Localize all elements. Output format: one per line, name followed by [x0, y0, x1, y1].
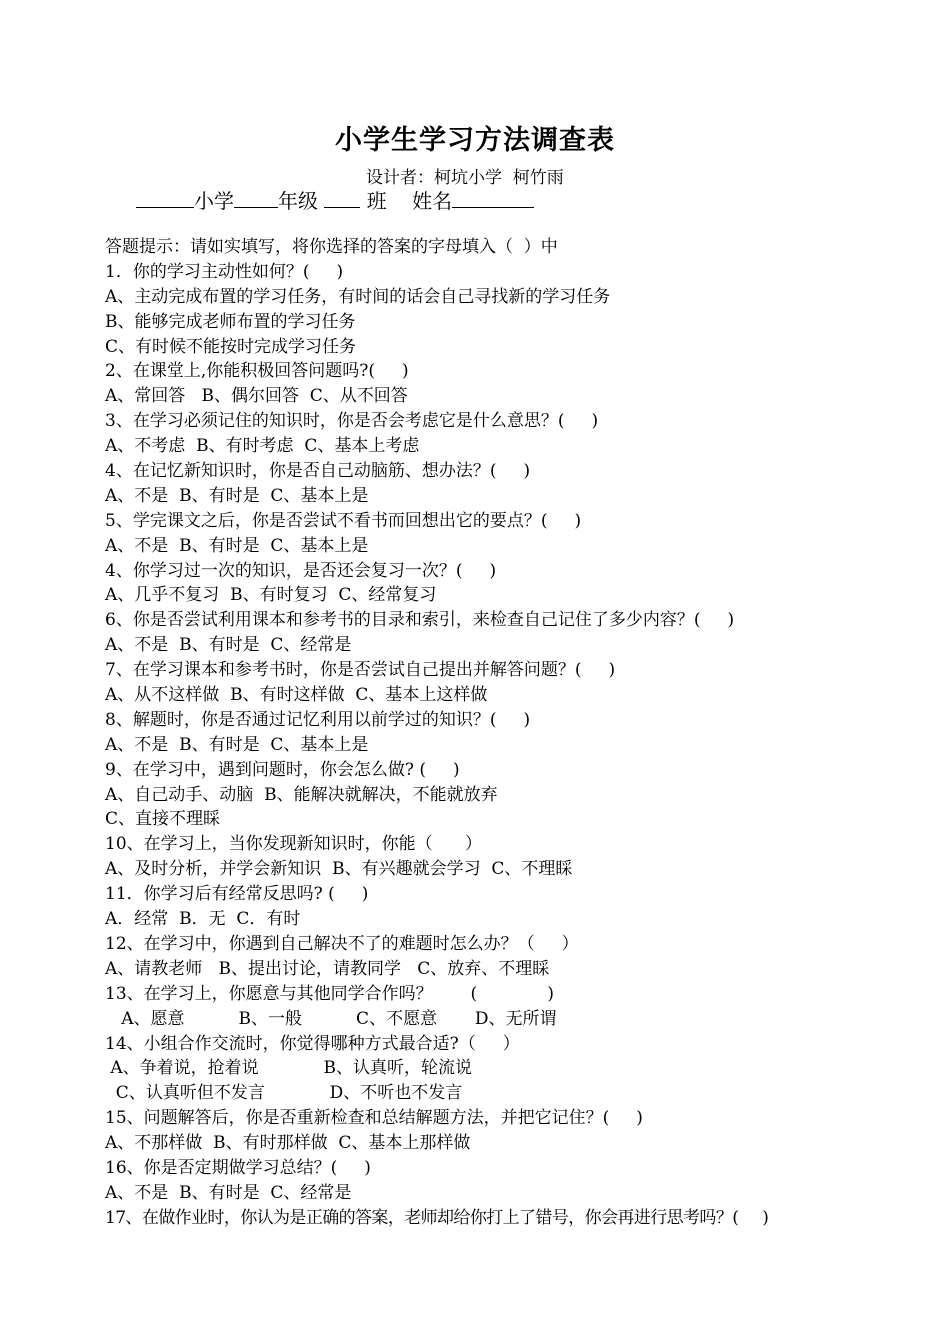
question-5: 5、学完课文之后，你是否尝试不看书而回想出它的要点？( ) [105, 510, 582, 531]
question-4b: 4、你学习过一次的知识，是否还会复习一次？( ) [105, 560, 497, 581]
question-14: 14、小组合作交流时，你觉得哪种方式最合适?（ ） [105, 1033, 520, 1054]
question-17: 17、在做作业时，你认为是正确的答案，老师却给你打上了错号，你会再进行思考吗？( ) [105, 1207, 769, 1228]
question-11: 11．你学习后有经常反思吗? ( ) [105, 884, 369, 905]
options-9ab: A、自己动手、动脑 B、能解决就解决，不能就放弃 [105, 784, 498, 805]
question-9: 9、在学习中，遇到问题时，你会怎么做? ( ) [105, 759, 460, 780]
options-14cd: C、认真听但不发言 D、不听也不发言 [105, 1083, 463, 1104]
question-7: 7、在学习课本和参考书时，你是否尝试自己提出并解答问题？( ) [105, 660, 616, 681]
options-7: A、从不这样做 B、有时这样做 C、基本上这样做 [105, 685, 488, 706]
options-4: A、不是 B、有时是 C、基本上是 [105, 485, 369, 506]
grade-blank[interactable] [234, 187, 278, 208]
questionnaire-body [105, 235, 935, 1231]
options-13: A、愿意 B、一般 C、不愿意 D、无所谓 [105, 1008, 557, 1029]
options-15: A、不那样做 B、有时那样做 C、基本上那样做 [105, 1133, 471, 1154]
options-8: A、不是 B、有时是 C、基本上是 [105, 734, 369, 755]
option-1a: A、主动完成布置的学习任务，有时间的话会自己寻找新的学习任务 [105, 286, 611, 307]
question-16: 16、你是否定期做学习总结？( ) [105, 1157, 371, 1178]
question-10: 10、在学习上，当你发现新知识时，你能（ ） [105, 834, 483, 855]
option-1b: B、能够完成老师布置的学习任务 [105, 311, 356, 332]
name-blank[interactable] [452, 187, 534, 208]
question-4: 4、在记忆新知识时，你是否自己动脑筋、想办法？( ) [105, 461, 531, 482]
options-14ab: A、争着说，抢着说 B、认真听，轮流说 [105, 1058, 473, 1079]
class-label: 班 [366, 189, 387, 213]
question-3: 3、在学习必须记住的知识时，你是否会考虑它是什么意思？( ) [105, 411, 599, 432]
question-15: 15、问题解答后，你是否重新检查和总结解题方法，并把它记住？( ) [105, 1108, 643, 1129]
options-5: A、不是 B、有时是 C、基本上是 [105, 535, 369, 556]
question-8: 8、解题时，你是否通过记忆利用以前学过的知识？( ) [105, 709, 531, 730]
options-12: A、请教老师 B、提出讨论，请教同学 C、放弃、不理睬 [105, 958, 550, 979]
question-2: 2、在课堂上,你能积极回答问题吗?( ) [105, 361, 409, 382]
page-title: 小学生学习方法调查表 [335, 125, 615, 156]
options-3: A、不考虑 B、有时考虑 C、基本上考虑 [105, 436, 420, 457]
school-label: 小学 [194, 189, 234, 213]
grade-label: 年级 [278, 189, 318, 213]
student-info-line [136, 185, 534, 214]
options-9c: C、直接不理睬 [105, 809, 221, 830]
question-12: 12、在学习中，你遇到自己解决不了的难题时怎么办？（ ） [105, 933, 579, 954]
school-blank[interactable] [136, 187, 194, 208]
options-11: A．经常 B．无 C．有时 [105, 909, 301, 930]
question-6: 6、你是否尝试利用课本和参考书的目录和索引，来检查自己记住了多少内容？( ) [105, 610, 735, 631]
question-13: 13、在学习上，你愿意与其他同学合作吗？ ( ) [105, 983, 554, 1004]
question-1: 1．你的学习主动性如何？( ) [105, 261, 344, 282]
options-10: A、及时分析，并学会新知识 B、有兴趣就会学习 C、不理睬 [105, 859, 573, 880]
class-blank[interactable] [324, 187, 360, 208]
options-4b: A、几乎不复习 B、有时复习 C、经常复习 [105, 585, 437, 606]
options-2: A、常回答 B、偶尔回答 C、从不回答 [105, 386, 408, 407]
name-label: 姓名 [412, 189, 453, 213]
instruction-text: 答题提示：请如实填写，将你选择的答案的字母填入（ ）中 [105, 237, 558, 257]
designer-credit: 设计者：柯坑小学 柯竹雨 [366, 168, 564, 188]
options-16: A、不是 B、有时是 C、经常是 [105, 1182, 352, 1203]
options-6: A、不是 B、有时是 C、经常是 [105, 635, 352, 656]
option-1c: C、有时候不能按时完成学习任务 [105, 336, 357, 357]
